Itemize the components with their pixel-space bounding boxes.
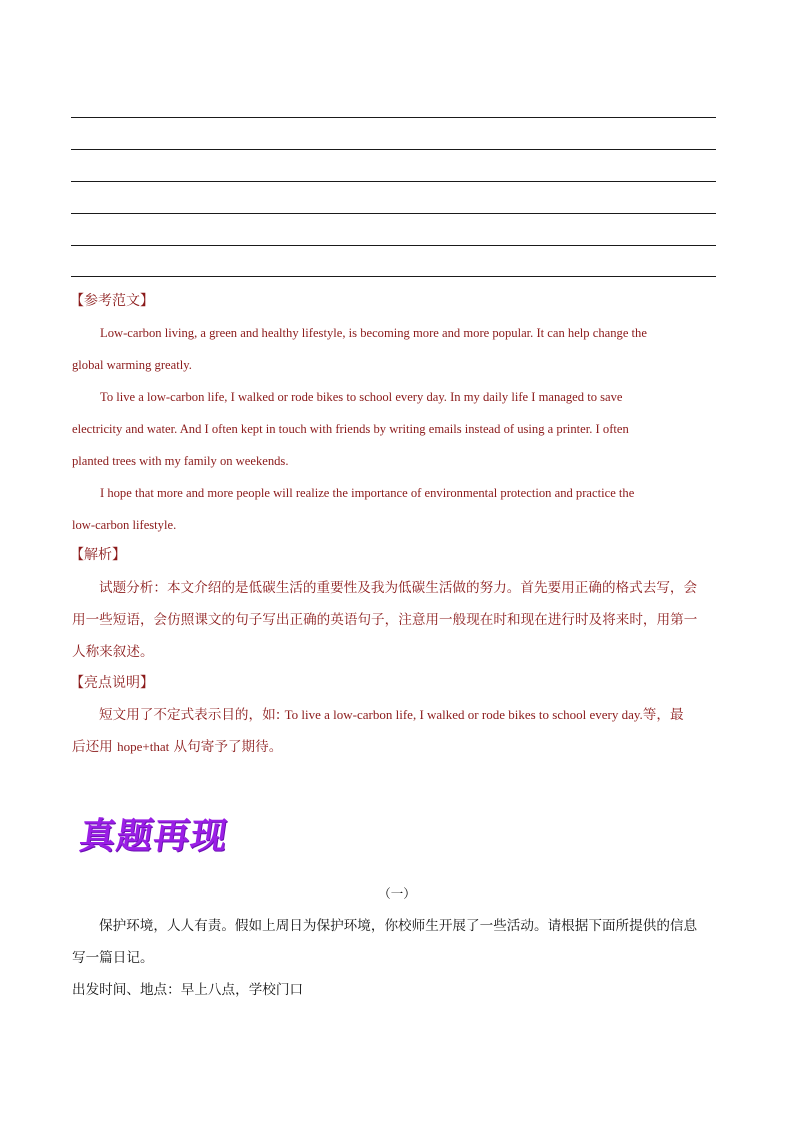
model-essay-heading: 【参考范文】: [70, 293, 154, 309]
essay-line: low-carbon lifestyle.: [72, 518, 177, 532]
analysis-line: 试题分析：本文介绍的是低碳生活的重要性及我为低碳生活做的努力。首先要用正确的格式去写，会: [99, 580, 698, 596]
task-line: 写一篇日记。: [72, 950, 154, 966]
essay-line: planted trees with my family on weekends.: [72, 454, 289, 468]
analysis-line: 用一些短语，会仿照课文的句子写出正确的英语句子，注意用一般现在时和现在进行时及将来时，用第一: [72, 612, 698, 628]
highlights-text: [72, 699, 724, 763]
task-text: [72, 910, 724, 1006]
essay-line: Low-carbon living, a green and healthy lifestyle, is becoming more and more popular. It can help change the: [100, 326, 647, 340]
highlights-line: 短文用了不定式表示目的，如: To live a low-carbon life, I walked or rode bikes to school every day.等，最: [99, 707, 684, 723]
essay-line: electricity and water. And I often kept in touch with friends by writing emails instead of using a printer. I often: [72, 422, 629, 436]
model-essay: [72, 317, 724, 541]
task-line: 保护环境，人人有责。假如上周日为保护环境，你校师生开展了一些活动。请根据下面所提供的信息: [99, 918, 698, 934]
essay-line: I hope that more and more people will realize the importance of environmental protection and practice the: [100, 486, 635, 500]
highlights-line: 后还用 hope+that 从句寄予了期待。: [72, 739, 283, 755]
writing-line: [71, 276, 716, 277]
writing-line: [71, 181, 716, 182]
analysis-heading: 【解析】: [70, 547, 126, 563]
question-number: （一）: [378, 886, 416, 901]
writing-line: [71, 213, 716, 214]
analysis-line: 人称来叙述。: [72, 644, 154, 660]
essay-line: global warming greatly.: [72, 358, 192, 372]
info-line: 出发时间、地点：早上八点，学校门口: [72, 982, 304, 998]
writing-line: [71, 245, 716, 246]
analysis-text: [72, 572, 724, 668]
writing-line: [71, 117, 716, 118]
essay-line: To live a low-carbon life, I walked or rode bikes to school every day. In my daily life I managed to save: [100, 390, 623, 404]
section-banner: 真题再现: [76, 815, 231, 857]
highlights-heading: 【亮点说明】: [70, 675, 154, 691]
writing-line: [71, 149, 716, 150]
